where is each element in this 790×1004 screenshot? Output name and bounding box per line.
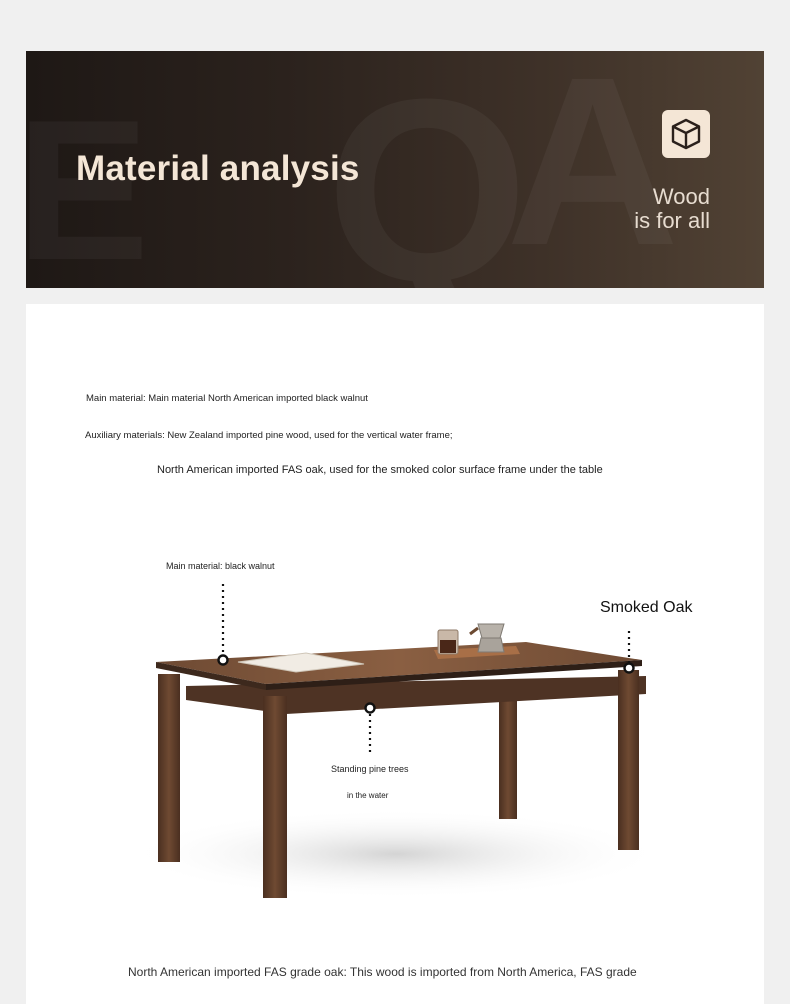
oak-grade-description: North American imported FAS grade oak: This wood is imported from North America, FAS grade [128, 965, 637, 979]
cube-icon [662, 110, 710, 158]
auxiliary-material-text: Auxiliary materials: New Zealand imported pine wood, used for the vertical water frame; [85, 430, 453, 441]
pine-callout-label: Standing pine trees [331, 764, 409, 774]
background-letters-decoration [26, 91, 149, 288]
oak-frame-text: North American imported FAS oak, used for the smoked color surface frame under the table [157, 464, 603, 476]
main-material-text: Main material: Main material North American imported black walnut [86, 393, 368, 404]
page-title: Material analysis [76, 149, 360, 188]
tagline-line-2: is for all [634, 208, 710, 233]
pine-callout-dot [366, 704, 375, 713]
smoked-oak-callout-label: Smoked Oak [600, 599, 693, 616]
tagline-line-1: Wood [652, 184, 710, 209]
material-analysis-banner [26, 51, 764, 288]
walnut-callout-label: Main material: black walnut [166, 561, 275, 571]
callout-markers [26, 304, 764, 824]
background-letters-decoration [506, 51, 679, 281]
pine-callout-label-line-2: in the water [347, 791, 389, 800]
material-details-card [26, 304, 764, 1004]
walnut-callout-dot [219, 656, 228, 665]
oak-callout-dot [625, 664, 634, 673]
